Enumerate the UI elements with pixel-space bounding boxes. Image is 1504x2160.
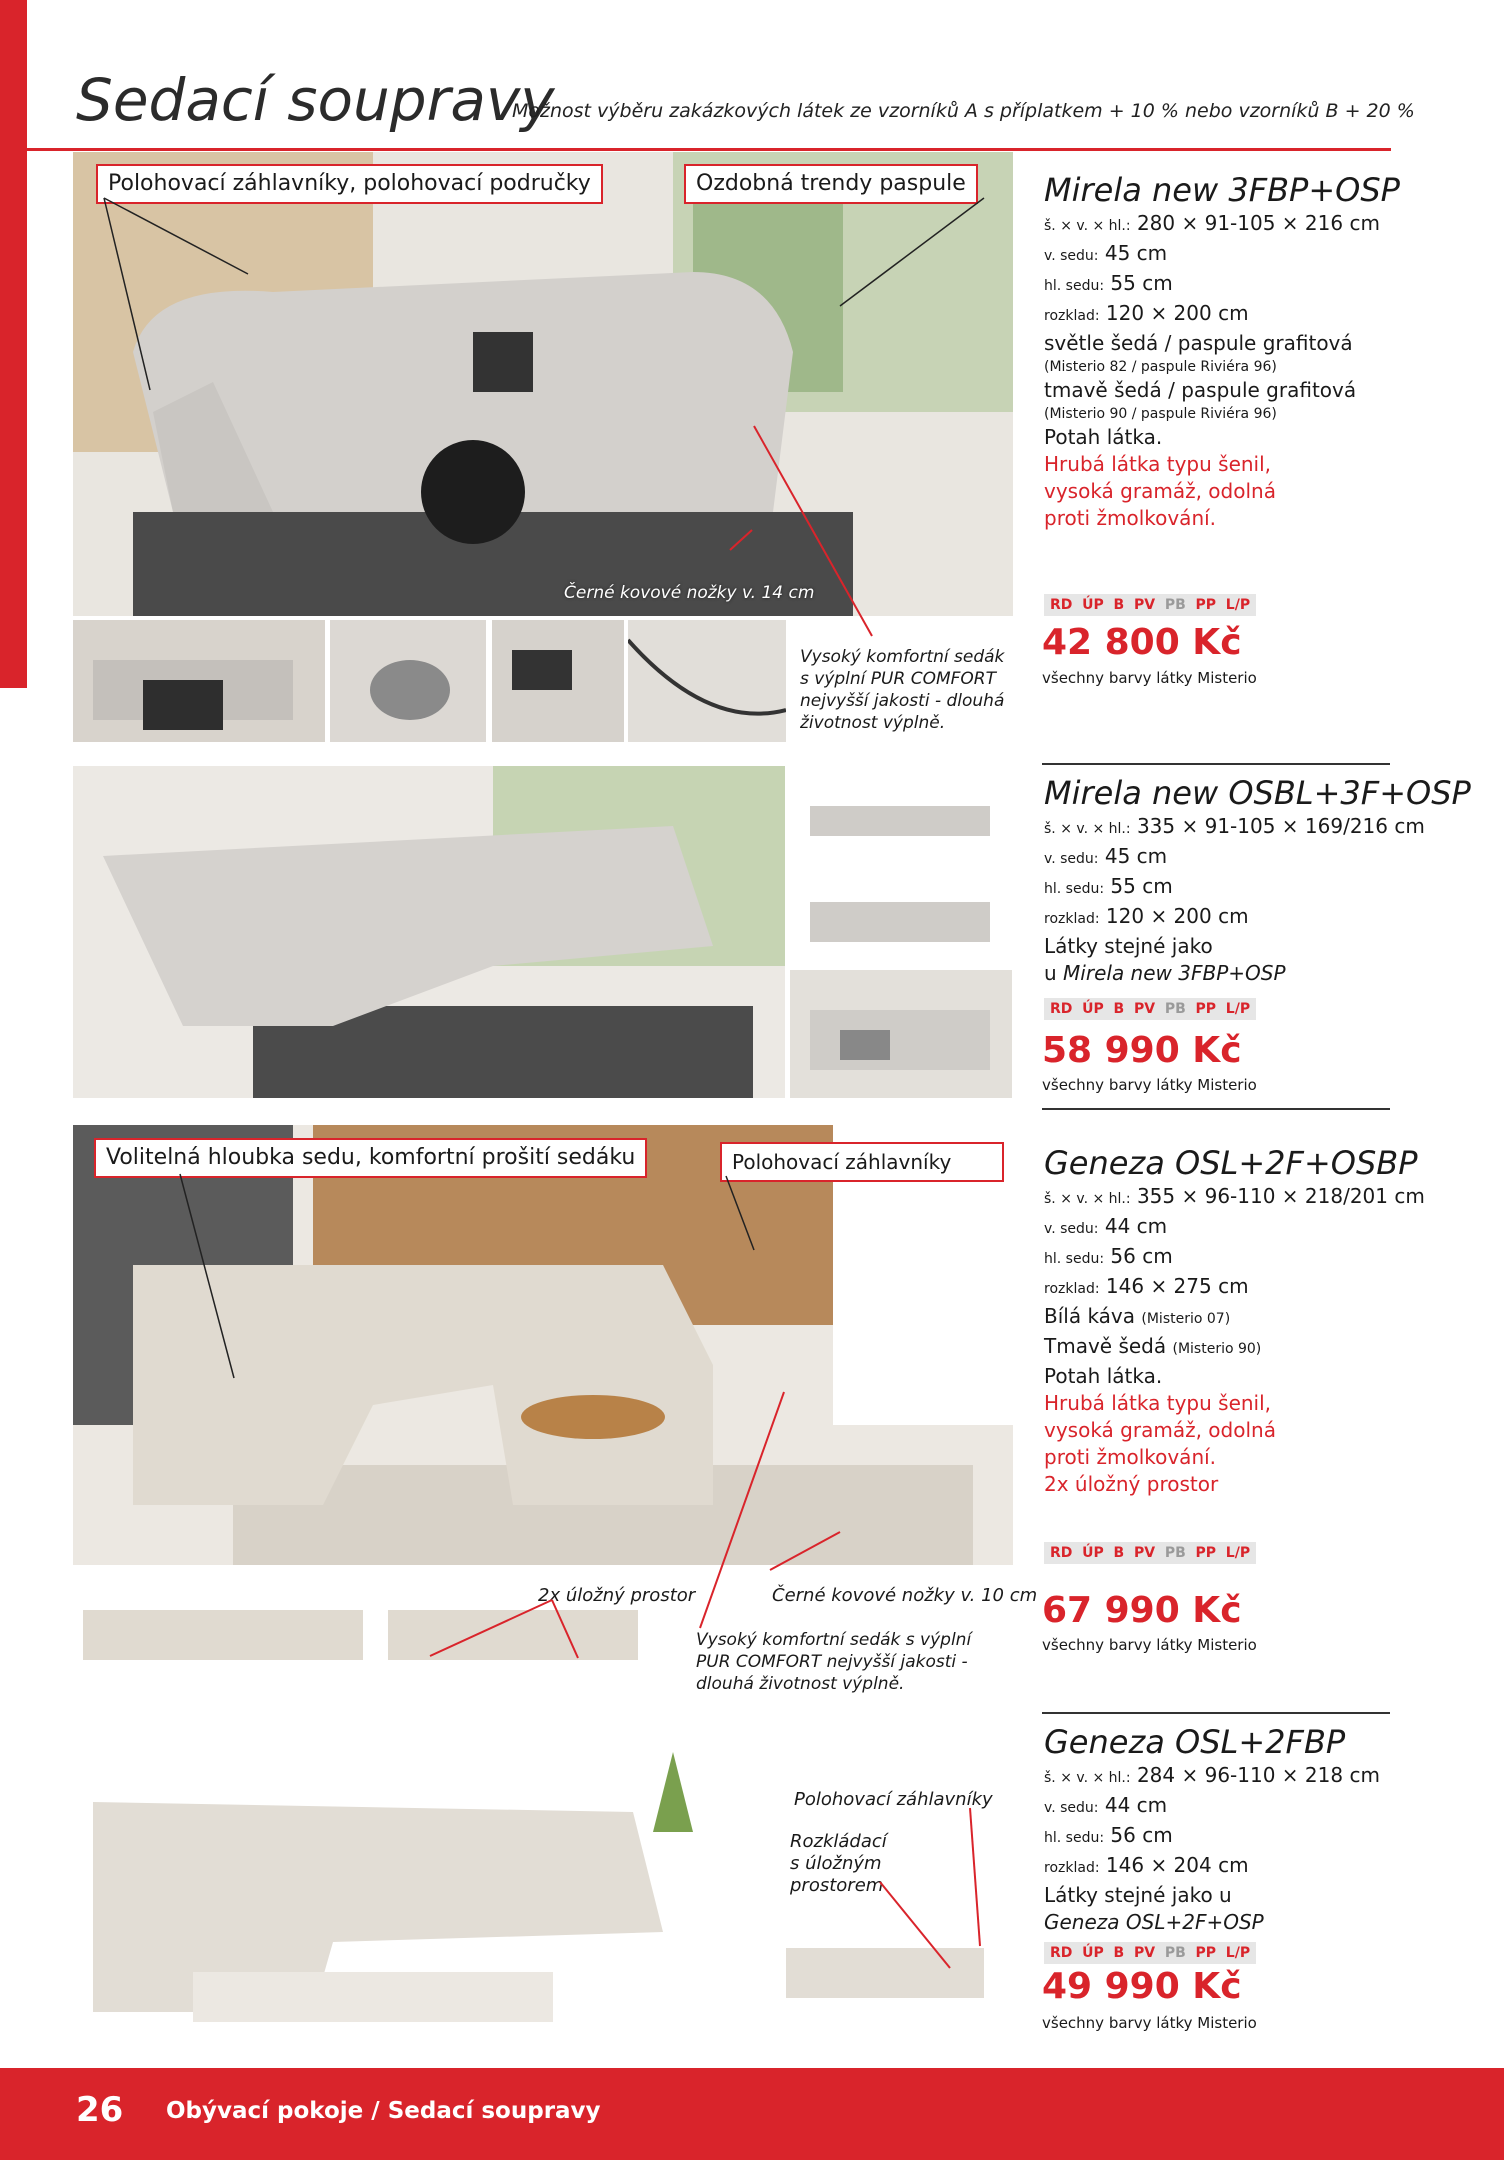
geneza-osbp-main-photo (73, 1125, 1013, 1565)
price-note: všechny barvy látky Misterio (1042, 1636, 1257, 1654)
variant-tags: RD ÚP B PV PB PP L/P (1044, 998, 1256, 1020)
product-name: Mirela new 3FBP+OSP (1044, 171, 1400, 209)
page-number: 26 (76, 2090, 124, 2130)
left-accent-bar (0, 0, 27, 688)
mirela-3fbp-thumb-piping (628, 620, 786, 742)
product-divider (1042, 1712, 1390, 1714)
price-note: všechny barvy látky Misterio (1042, 669, 1257, 687)
product-name: Mirela new OSBL+3F+OSP (1044, 774, 1471, 812)
product-geneza-osbp-info: Geneza OSL+2F+OSBP š. × v. × hl.: 355 × 96-110 × 218/201 cm v. sedu: 44 cm hl. sedu: 56 cm rozklad: 146 × 275 cm Bílá káva (Misterio 07) Tmavě šedá (Misterio 90) Potah látka. Hrubá látka typu šenil, vysoká gramáž, odolná proti žmolkování. 2x úložný prostor (1044, 1144, 1425, 1496)
mirela-3fbp-thumb-armrest (492, 620, 624, 742)
price: 58 990 Kč (1042, 1030, 1242, 1071)
product-name: Geneza OSL+2F+OSBP (1044, 1144, 1418, 1182)
product-divider (1042, 763, 1390, 765)
variant-tags: RD ÚP B PV PB PP L/P (1044, 1542, 1256, 1564)
note-pur-comfort-2: Vysoký komfortní sedák s výplní PUR COMFORT nejvyšší jakosti - dlouhá životnost výplně. (696, 1630, 972, 1694)
note-foldout-storage: Rozkládací s úložným prostorem (790, 1831, 887, 1896)
callout-seat-depth: Volitelná hloubka sedu, komfortní prošití sedáku (94, 1138, 647, 1178)
note-pur-comfort-1: Vysoký komfortní sedák s výplní PUR COMFORT nejvyšší jakosti - dlouhá životnost výplně. (800, 647, 1005, 733)
product-name: Geneza OSL+2FBP (1044, 1723, 1346, 1761)
geneza-osbp-thumb-1 (73, 1580, 373, 1690)
note-legs-14cm: Černé kovové nožky v. 14 cm (564, 583, 815, 603)
geneza-2fbp-main-photo (73, 1712, 693, 2022)
product-mirela-3fbp-info: Mirela new 3FBP+OSP š. × v. × hl.: 280 × 91-105 × 216 cm v. sedu: 45 cm hl. sedu: 55 cm rozklad: 120 × 200 cm světle šedá / paspule grafitová (Misterio 82 / paspule Riviéra 96) tmavě šedá / paspule grafitová (Misterio 90 / paspule Riviéra 96) Potah látka. Hrubá látka typu šenil, vysoká gramáž, odolná proti žmolkování. (1044, 171, 1400, 530)
geneza-2fbp-thumb (776, 1928, 994, 2020)
mirela-osbl-thumb-3 (790, 970, 1012, 1098)
page-subtitle: Možnost výběru zakázkových látek ze vzorníků A s příplatkem + 10 % nebo vzorníků B + 20 % (512, 100, 1415, 122)
mirela-3fbp-thumb-bed (73, 620, 325, 742)
variant-tags: RD ÚP B PV PB PP L/P (1044, 594, 1256, 616)
callout-headrests: Polohovací záhlavníky (720, 1142, 1004, 1182)
price: 67 990 Kč (1042, 1590, 1242, 1631)
note-storage-2x: 2x úložný prostor (538, 1585, 696, 1606)
mirela-3fbp-main-photo (73, 152, 1013, 616)
note-legs-10cm: Černé kovové nožky v. 10 cm (772, 1585, 1038, 1606)
product-divider (1042, 1108, 1390, 1110)
page-title: Sedací soupravy (76, 66, 555, 134)
mirela-3fbp-thumb-cushion (330, 620, 486, 742)
price: 42 800 Kč (1042, 622, 1242, 663)
mirela-osbl-thumb-2 (790, 872, 1012, 968)
header-divider (27, 148, 1391, 151)
mirela-osbl-main-photo (73, 766, 785, 1098)
price-note: všechny barvy látky Misterio (1042, 2014, 1257, 2032)
footer-section: Obývací pokoje / Sedací soupravy (166, 2098, 601, 2124)
price-note: všechny barvy látky Misterio (1042, 1076, 1257, 1094)
price: 49 990 Kč (1042, 1966, 1242, 2007)
callout-headrests-armrests: Polohovací záhlavníky, polohovací područky (96, 164, 603, 204)
callout-piping: Ozdobná trendy paspule (684, 164, 978, 204)
product-geneza-2fbp-info: Geneza OSL+2FBP š. × v. × hl.: 284 × 96-110 × 218 cm v. sedu: 44 cm hl. sedu: 56 cm rozklad: 146 × 204 cm Látky stejné jako u Geneza OSL+2F+OSP (1044, 1723, 1380, 1934)
product-mirela-osbl-info: Mirela new OSBL+3F+OSP š. × v. × hl.: 335 × 91-105 × 169/216 cm v. sedu: 45 cm hl. sedu: 55 cm rozklad: 120 × 200 cm Látky stejné jako u Mirela new 3FBP+OSP (1044, 774, 1471, 985)
mirela-osbl-thumb-1 (790, 766, 1012, 870)
note-headrests: Polohovací záhlavníky (794, 1789, 993, 1810)
variant-tags: RD ÚP B PV PB PP L/P (1044, 1942, 1256, 1964)
